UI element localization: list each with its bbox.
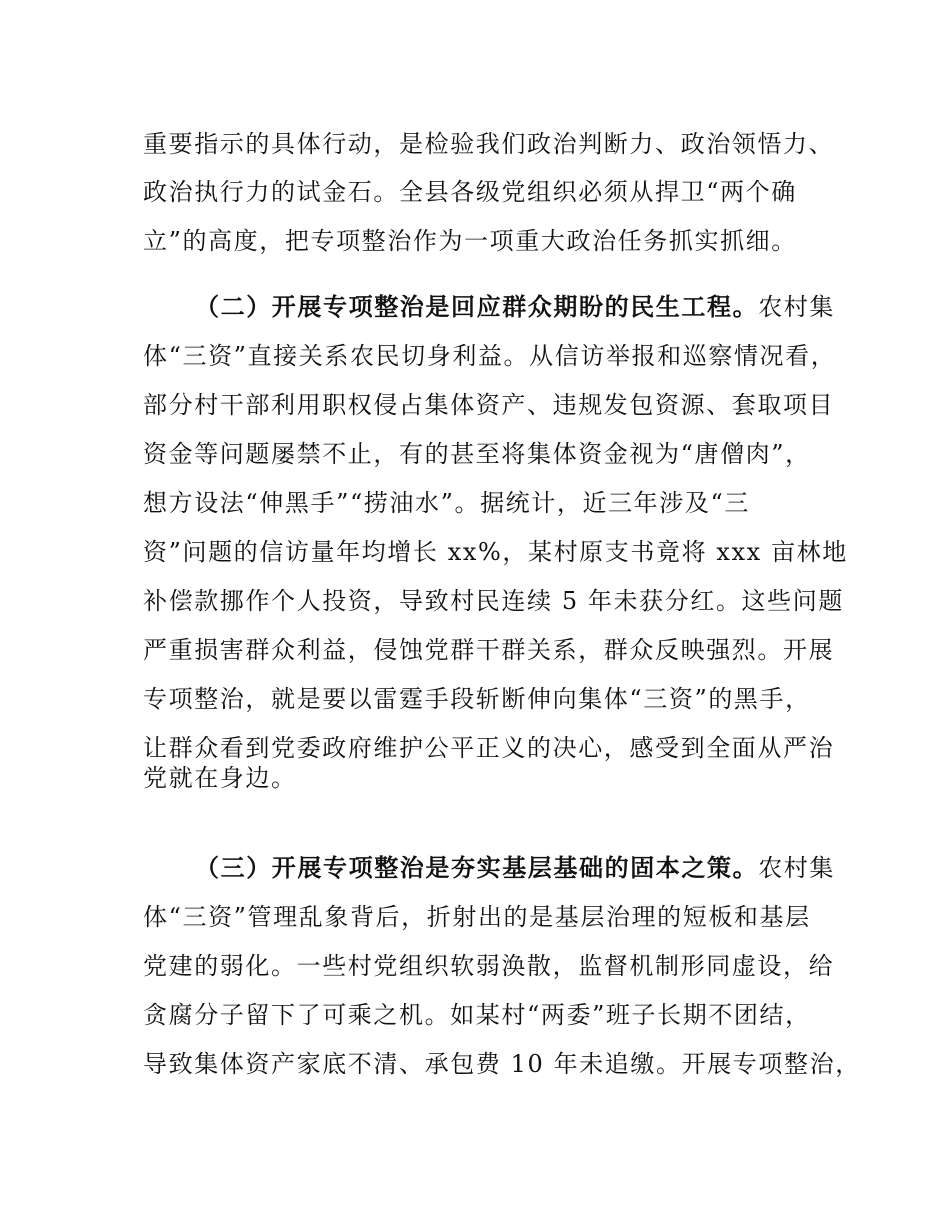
body-text-line: 想方设法“伸黑手”“捞油水”。据统计，近三年涉及“三	[143, 489, 750, 517]
body-text-line: 立”的高度，把专项整治作为一项重大政治任务抓实抓细。	[143, 227, 797, 255]
body-text-line: 专项整治，就是要以雷霆手段斩断伸向集体“三资”的黑手，	[143, 685, 811, 713]
body-text-line: 政治执行力的试金石。全县各级党组织必须从捍卫“两个确	[143, 178, 797, 206]
section-first-line	[195, 293, 835, 321]
section-heading: （二）开展专项整治是回应群众期盼的民生工程。	[195, 293, 759, 321]
body-text-line: 重要指示的具体行动，是检验我们政治判断力、政治领悟力、	[143, 130, 835, 158]
body-text: 农村集	[758, 854, 836, 882]
body-text-line: 体“三资”管理乱象背后，折射出的是基层治理的短板和基层	[143, 903, 811, 931]
body-text: 农村集	[758, 293, 836, 321]
body-text-line: 贪腐分子留下了可乘之机。如某村“两委”班子长期不团结，	[143, 1001, 811, 1029]
body-text-line: 部分村干部利用职权侵占集体资产、违规发包资源、套取项目	[143, 391, 835, 419]
body-text-line: 严重损害群众利益，侵蚀党群干群关系，群众反映强烈。开展	[143, 636, 835, 664]
body-text-line: 党建的弱化。一些村党组织软弱涣散，监督机制形同虚设，给	[143, 952, 835, 980]
body-text-line: 体“三资”直接关系农民切身利益。从信访举报和巡察情况看，	[143, 342, 837, 370]
body-text-line: 资金等问题屡禁不止，有的甚至将集体资金视为“唐僧肉”，	[143, 440, 811, 468]
body-text-line: 党就在身边。	[143, 764, 297, 792]
body-text-line: 资”问题的信访量年均增长 xx%，某村原支书竟将 xxx 亩林地	[143, 538, 848, 566]
body-text-line: 让群众看到党委政府维护公平正义的决心，感受到全面从严治	[143, 734, 835, 762]
body-text-line: 补偿款挪作个人投资，导致村民连续 5 年未获分红。这些问题	[143, 587, 844, 615]
section-first-line	[195, 854, 835, 882]
body-text-line: 导致集体资产家底不清、承包费 10 年未追缴。开展专项整治，	[143, 1050, 861, 1078]
section-heading: （三）开展专项整治是夯实基层基础的固本之策。	[195, 854, 759, 882]
